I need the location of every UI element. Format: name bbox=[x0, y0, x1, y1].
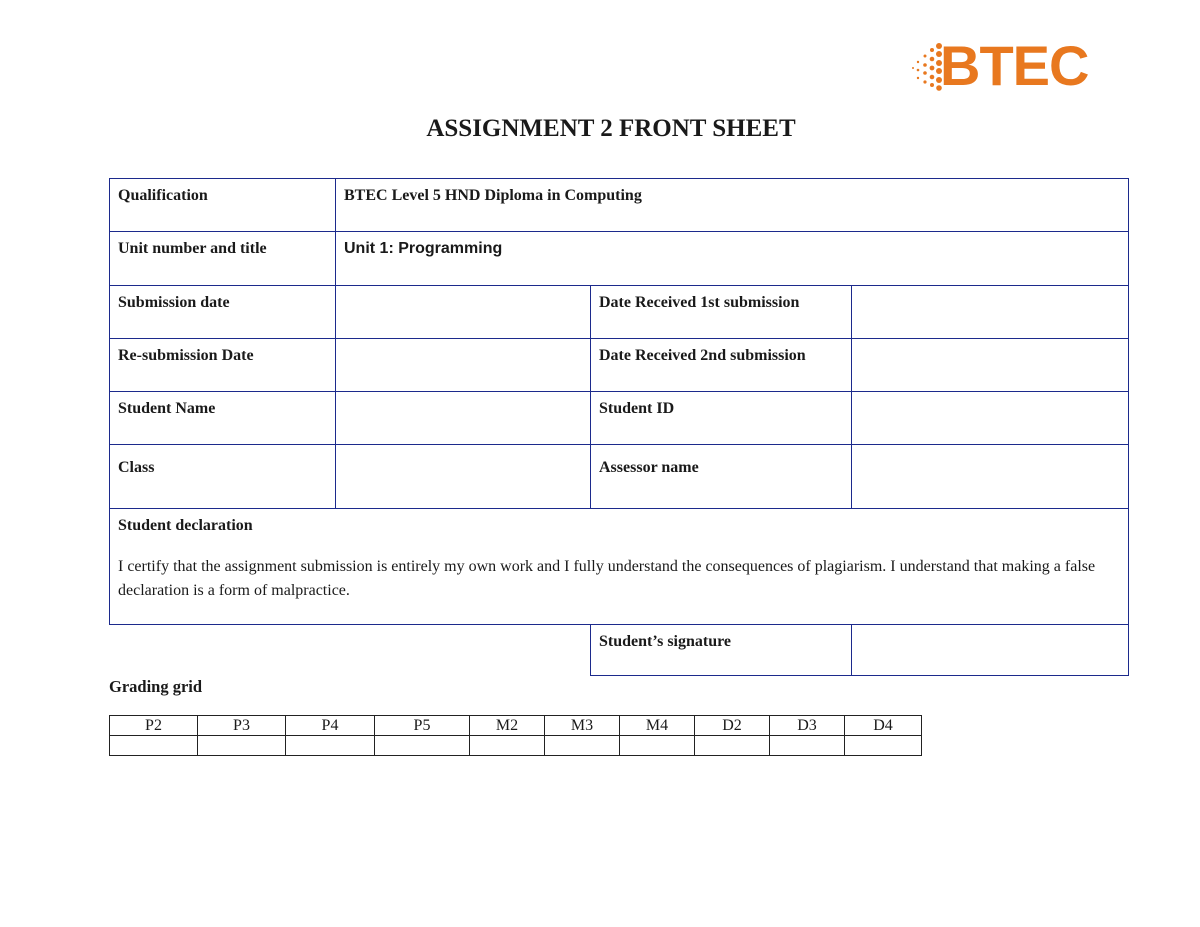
grade-cell[interactable] bbox=[110, 736, 198, 756]
grading-value-row bbox=[110, 736, 922, 756]
assessor-label: Assessor name bbox=[591, 445, 852, 509]
date-received-1-label: Date Received 1st submission bbox=[591, 286, 852, 339]
table-row bbox=[110, 509, 1129, 625]
submission-date-label: Submission date bbox=[110, 286, 336, 339]
unit-value: Unit 1: Programming bbox=[336, 232, 1129, 286]
front-sheet-table bbox=[109, 178, 1129, 676]
grading-grid-title: Grading grid bbox=[109, 677, 203, 696]
declaration-cell bbox=[110, 509, 1129, 625]
grade-cell[interactable] bbox=[470, 736, 545, 756]
submission-date-field[interactable] bbox=[336, 286, 591, 339]
grade-header: P5 bbox=[375, 716, 470, 736]
resubmission-date-label: Re-submission Date bbox=[110, 339, 336, 392]
date-received-2-field[interactable] bbox=[852, 339, 1129, 392]
grade-cell[interactable] bbox=[845, 736, 922, 756]
grading-grid bbox=[109, 715, 922, 756]
unit-label: Unit number and title bbox=[110, 232, 336, 286]
table-row bbox=[110, 625, 1129, 676]
grade-header: M3 bbox=[545, 716, 620, 736]
resubmission-date-field[interactable] bbox=[336, 339, 591, 392]
table-row bbox=[110, 339, 1129, 392]
grade-header: M4 bbox=[620, 716, 695, 736]
grade-cell[interactable] bbox=[545, 736, 620, 756]
declaration-title: Student declaration bbox=[118, 517, 253, 534]
qualification-value: BTEC Level 5 HND Diploma in Computing bbox=[336, 179, 1129, 232]
signature-field[interactable] bbox=[852, 625, 1129, 676]
grade-cell[interactable] bbox=[375, 736, 470, 756]
student-name-label: Student Name bbox=[110, 392, 336, 445]
page-title: ASSIGNMENT 2 FRONT SHEET bbox=[426, 115, 796, 142]
declaration-text: I certify that the assignment submission is entirely my own work and I fully understand the consequences of plagiarism. I understand that making a false declaration is a form of malpractice. bbox=[118, 558, 1096, 599]
class-label: Class bbox=[110, 445, 336, 509]
grade-header: D4 bbox=[845, 716, 922, 736]
grade-header: D3 bbox=[770, 716, 845, 736]
table-row bbox=[110, 392, 1129, 445]
grade-cell[interactable] bbox=[770, 736, 845, 756]
student-id-field[interactable] bbox=[852, 392, 1129, 445]
student-name-field[interactable] bbox=[336, 392, 591, 445]
table-row bbox=[110, 286, 1129, 339]
class-field[interactable] bbox=[336, 445, 591, 509]
table-row bbox=[110, 232, 1129, 286]
grade-header: D2 bbox=[695, 716, 770, 736]
grade-cell[interactable] bbox=[695, 736, 770, 756]
assessor-field[interactable] bbox=[852, 445, 1129, 509]
signature-label: Student’s signature bbox=[591, 625, 852, 676]
table-row bbox=[110, 445, 1129, 509]
grade-cell[interactable] bbox=[620, 736, 695, 756]
grading-header-row bbox=[110, 716, 922, 736]
table-row bbox=[110, 179, 1129, 232]
student-id-label: Student ID bbox=[591, 392, 852, 445]
grade-header: P2 bbox=[110, 716, 198, 736]
date-received-1-field[interactable] bbox=[852, 286, 1129, 339]
btec-logo bbox=[908, 34, 1098, 97]
grade-header: M2 bbox=[470, 716, 545, 736]
qualification-label: Qualification bbox=[110, 179, 336, 232]
date-received-2-label: Date Received 2nd submission bbox=[591, 339, 852, 392]
grade-header: P3 bbox=[198, 716, 286, 736]
grade-header: P4 bbox=[286, 716, 375, 736]
grade-cell[interactable] bbox=[286, 736, 375, 756]
grade-cell[interactable] bbox=[198, 736, 286, 756]
btec-logo-text: BTEC bbox=[940, 34, 1089, 97]
